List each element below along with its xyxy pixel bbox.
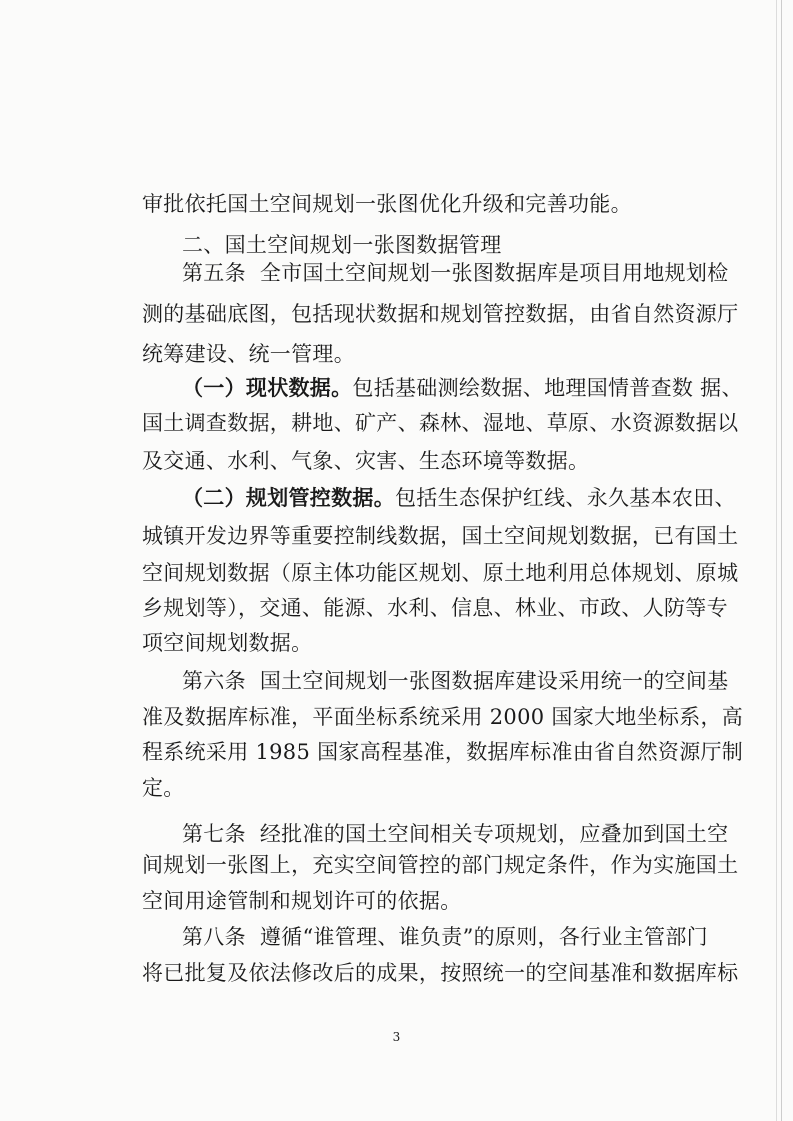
text-line [0,298,793,330]
scan-edge-line [781,0,782,1121]
text-line-content: 程系统采用 1985 国家高程基准，数据库标准由省自然资源厅制 [142,740,744,764]
item-1-label: （一）现状数据。 [182,375,353,400]
text-line [0,520,793,552]
text-line [0,557,793,589]
text-line [0,849,793,881]
text-line-content: 审批依托国土空间规划一张图优化升级和完善功能。 [142,192,632,216]
text-line [0,445,793,477]
text-line-content: 准及数据库标准，平面坐标系统采用 2000 国家大地坐标系，高 [142,705,744,729]
text-line-content: 项空间规划数据。 [142,631,313,655]
text-line [0,592,793,624]
text-line [0,407,793,439]
item-1-line-1 [0,372,793,404]
text-line-content: 国土调查数据，耕地、矿产、森林、湿地、草原、水资源数据以 [142,411,739,435]
text-line-content: 包括生态保护红线、永久基本农田、 [395,486,736,510]
text-line [0,701,793,733]
article-8-line-1 [0,921,793,953]
text-line [0,772,793,804]
article-6-line-1 [0,665,793,697]
text-line-content: 统筹建设、统一管理。 [142,342,355,366]
item-2-line-1 [0,482,793,514]
text-line-content: 乡规划等），交通、能源、水利、信息、林业、市政、人防等专 [142,596,728,620]
text-line [0,957,793,989]
text-line-content: 城镇开发边界等重要控制线数据，国土空间规划数据，已有国土 [142,524,739,548]
text-line-content: 空间规划数据（原主体功能区规划、原土地利用总体规划、原城 [142,561,739,585]
text-line-content: 测的基础底图，包括现状数据和规划管控数据，由省自然资源厅 [142,302,739,326]
text-line-content: 及交通、水利、气象、灾害、生态环境等数据。 [142,449,590,473]
text-line-content: 第七条 经批准的国土空间相关专项规划，应叠加到国土空 [182,822,729,846]
text-line [0,736,793,768]
text-line [0,885,793,917]
text-line-content: 第六条 国土空间规划一张图数据库建设采用统一的空间基 [182,669,729,693]
article-7-line-1 [0,818,793,850]
text-line [0,627,793,659]
text-line-content: 第八条 遵循“谁管理、谁负责”的原则，各行业主管部门 [182,925,708,949]
text-line-content: 定。 [142,776,185,800]
article-5-line-1 [0,257,793,289]
text-line-content: 将已批复及依法修改后的成果，按照统一的空间基准和数据库标 [142,961,739,985]
text-line-content: 间规划一张图上，充实空间管控的部门规定条件，作为实施国土 [142,853,739,877]
section-heading-text: 二、国土空间规划一张图数据管理 [182,233,502,257]
text-line-content: 第五条 全市国土空间规划一张图数据库是项目用地规划检 [182,261,729,285]
item-2-label: （二）规划管控数据。 [182,485,395,510]
text-line-content: 空间用途管制和规划许可的依据。 [142,889,462,913]
scan-edge-line [776,0,777,1121]
text-line-content: 包括基础测绘数据、地理国情普查数 据、 [352,376,743,400]
text-line [0,188,793,220]
page-number: 3 [392,1030,401,1044]
text-line [0,338,793,370]
